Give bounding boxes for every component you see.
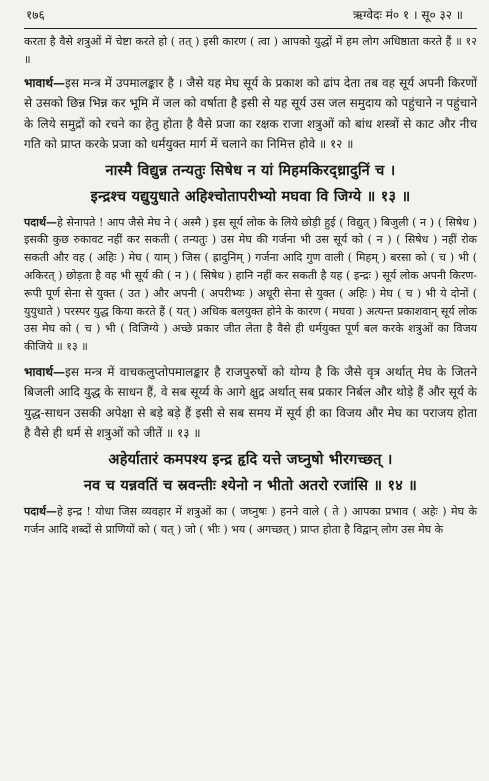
- mantra-13-line-1: नास्मै विद्युन्न तन्यतुः सिषेध न यां मिहमकिरद्ध्रादुनिं च ।: [105, 161, 396, 179]
- page-number: १७६: [26, 8, 45, 22]
- padartha-13: [24, 214, 477, 356]
- bhavartha-13: [24, 362, 477, 444]
- header-rule: [24, 28, 477, 29]
- padartha-13-text: हे सेनापते ! आप जैसे मेघ ने ( अस्मै ) इस सूर्य लोक के लिये छोड़ी हुई ( विद्युत् ) बिजुली ( न ) ( सिषेध ) इसकी कुछ रुकावट नहीं कर सकती ( तन्यतुः ) उस मेघ की गर्जना भी उस सूर्य को ( न ) ( सिषेध ) नहीं रोक सकती और वह ( अहिः ) मेघ ( याम् ) जिस ( ह्रादुनिम् ) गर्जना आदि गुण वाली ( मिहम् ) बरसा को ( च ) भी ( अकिरत् ) छोड़ता है वह भी सूर्य की ( न ) ( सिषेध ) हानि नहीं कर सकती है यह ( इन्द्रः ) सूर्य लोक अपनी किरण-रूपी पूर्ण सेना से युक्त ( उत ) और अपनी ( अपरीभ्यः ) अधूरी सेना से युक्त ( अहिः ) मेघ ( च ) भी ये दोनों ( युयुधाते ) परस्पर युद्ध किया करते हैं ( यत् ) अधिक बलयुक्त होने के कारण ( मघवा ) अत्यन्त प्रकाशवान् सूर्य लोक उस मेघ को ( च ) भी ( विजिग्ये ) अच्छे प्रकार जीत लेता है वैसे ही धर्मयुक्त पूर्ण बल करके शत्रुओं का विजय कीजिये ॥ १३ ॥: [24, 215, 477, 354]
- padartha-13-label: पदार्थ—: [24, 215, 57, 229]
- running-title: ऋग्वेदः मं० १ । सू० ३२ ॥: [352, 8, 463, 22]
- mantra-13-line-2: इन्द्रश्च यद्युयुधाते अहिश्चोतापरीभ्यो मघवा वि जिग्ये ॥ १३ ॥: [90, 187, 411, 205]
- bhavartha-12-label: भावार्थ—: [24, 75, 65, 90]
- padartha-14-text: हे इन्द्र ! योधा जिस व्यवहार में शत्रुओं का ( जघ्नुषः ) हनने वाले ( ते ) आपका प्रभाव ( अहेः ) मेघ के गर्जन आदि शब्दों से प्राणियों को ( यत् ) जो ( भीः ) भय ( अगच्छत् ) प्राप्त होता है विद्वान् लोग उस मेघ के: [24, 504, 477, 536]
- mantra-14: [24, 447, 477, 499]
- mantra-14-line-2: नव च यन्नवतिं च स्रवन्तीः श्येनो न भीतो अतरो रजांसि ॥ १४ ॥: [83, 476, 418, 494]
- bhavartha-13-text: इस मन्त्र में वाचकलुप्तोपमालङ्कार है राजपुरुषों को योग्य है कि जैसे वृत्र अर्थात् मेघ के जितने बिजली आदि युद्ध के साधन हैं, वे सब सूर्य्य के आगे क्षुद्र अर्थात् सब प्रकार निर्बल और थोड़े हैं और सूर्य के युद्ध-साधन उसकी अपेक्षा से बड़े बड़े हैं इसी से सब समय में सूर्य ही का विजय और मेघ का पराजय होता है वैसे ही धर्म से शत्रुओं को जीतें ॥ १३ ॥: [24, 364, 477, 441]
- continued-padartha-text: करता है वैसे शत्रुओं में चेष्टा करते हो ( तत् ) इसी कारण ( त्वा ) आपको युद्धों में हम लोग अधिष्ठाता करते हैं ॥ १२ ॥: [24, 35, 477, 66]
- padartha-14: [24, 503, 477, 539]
- bhavartha-12: [24, 73, 477, 155]
- mantra-14-line-1: अहेर्यातारं कमपश्य इन्द्र हृदि यत्ते जघ्नुषो भीरगच्छत् ।: [108, 450, 393, 468]
- bhavartha-12-text: इस मन्त्र में उपमालङ्कार है । जैसे यह मेघ सूर्य के प्रकाश को ढांप देता तब वह सूर्य अपनी किरणों से उसको छिन्न भिन्न कर भूमि में जल को वर्षाता है इसी से यह सूर्य उस जल समुदाय को पहुंचाने न पहुंचाने के लिये समुद्रों को रचने का हेतु होता है वैसे प्रजा का रक्षक राजा शत्रुओं को बांध शस्त्रों से काट और नीच गति को प्राप्त करके प्रजा को धर्मयुक्त मार्ग में चलाने का निमित्त होवे ॥ १२ ॥: [24, 75, 477, 152]
- bhavartha-13-label: भावार्थ—: [24, 364, 65, 379]
- continued-padartha: [24, 33, 477, 69]
- page-header: [24, 6, 477, 24]
- padartha-14-label: पदार्थ—: [24, 504, 57, 518]
- mantra-13: [24, 158, 477, 210]
